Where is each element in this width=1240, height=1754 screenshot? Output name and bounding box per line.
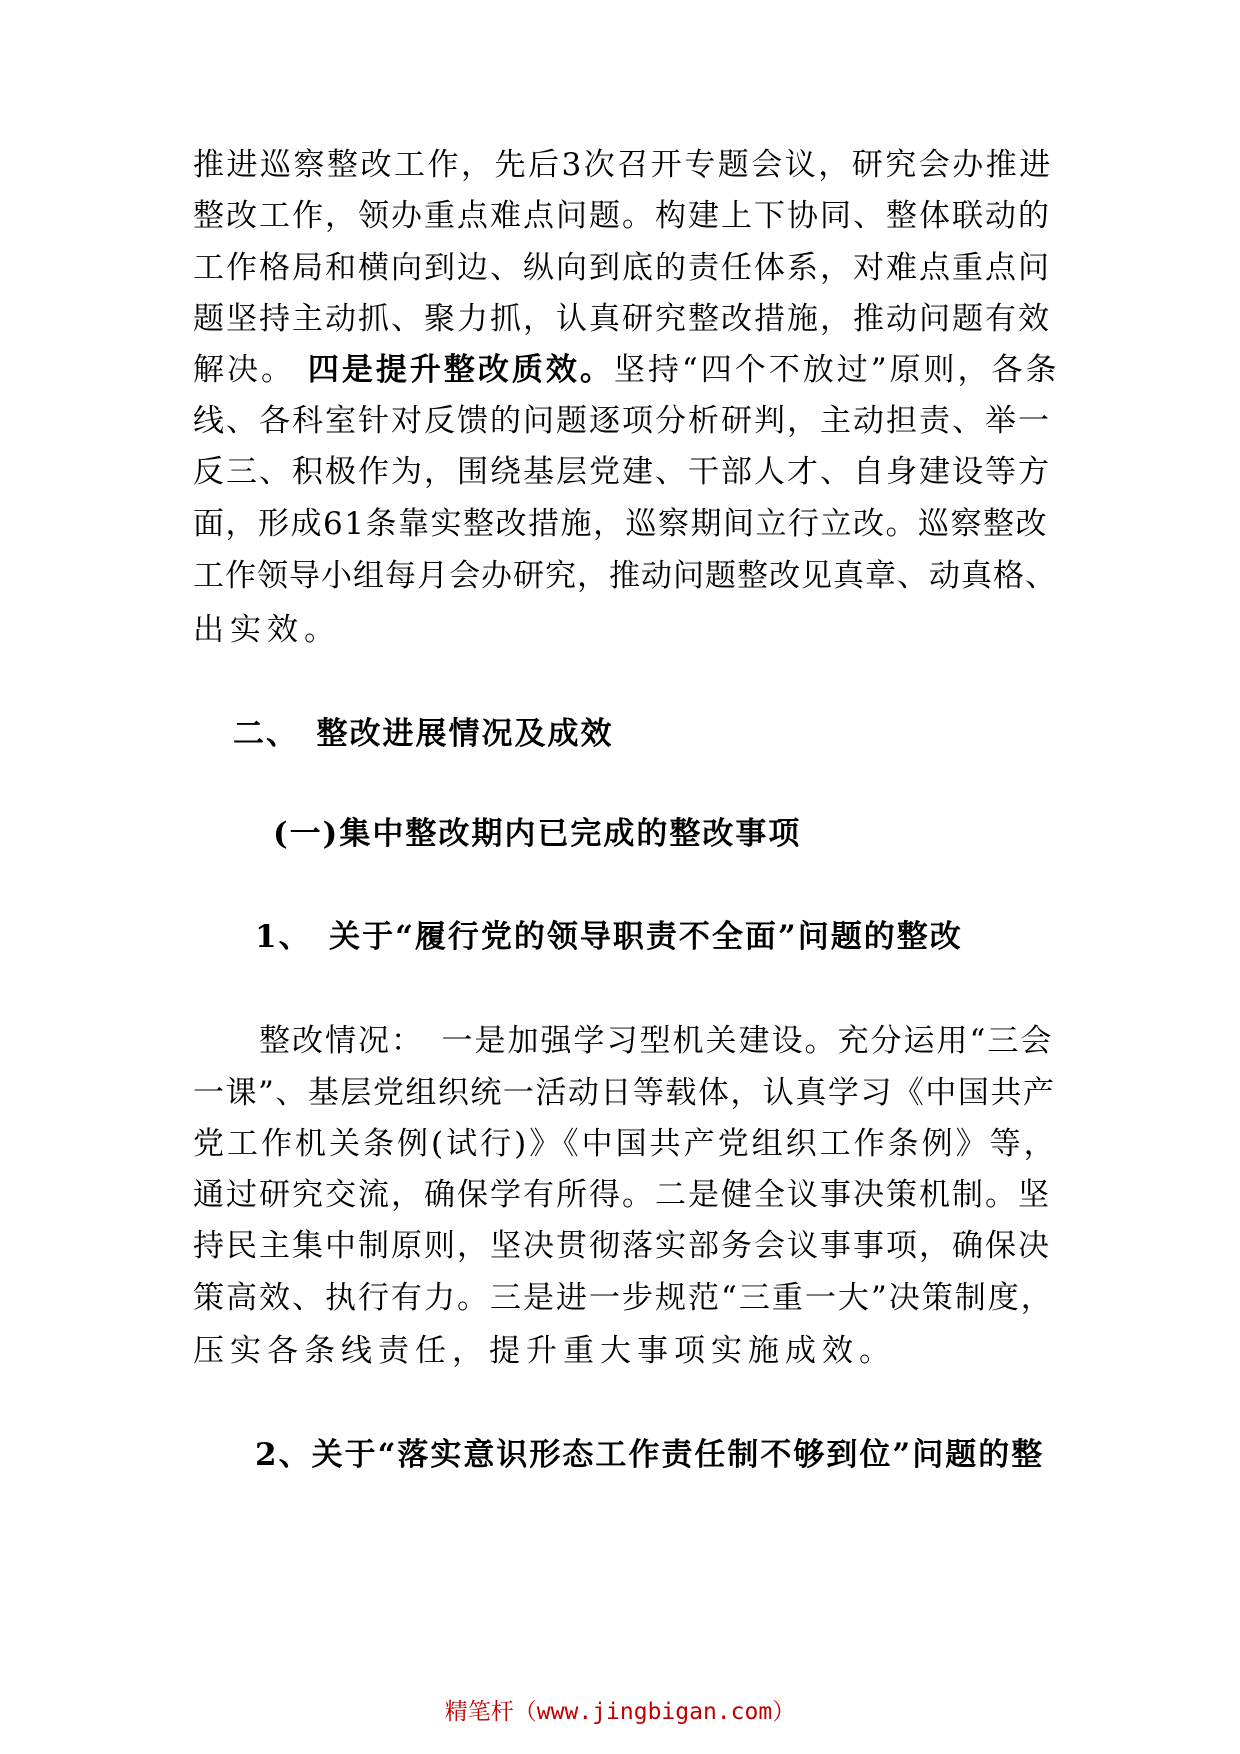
paragraph-line: 反三、积极作为，围绕基层党建、干部人才、自身建设等方 [193,454,1051,490]
paragraph-line: 推进巡察整改工作，先后3次召开专题会议，研究会办推进 [193,147,1053,183]
paragraph-line: 整改工作，领办重点难点问题。构建上下协同、整体联动的 [193,198,1051,234]
text-run: 坚持“四个不放过”原则，各条 [613,352,1060,388]
paragraph-line: 策高效、执行有力。三是进一步规范“三重一大”决策制度， [193,1280,1054,1316]
paragraph-line-mixed [193,350,1060,390]
section-heading: 二、 整改进展情况及成效 [233,716,614,752]
paragraph-line: 党工作机关条例(试行)》《中国共产党组织工作条例》等， [193,1126,1058,1162]
paragraph-line: 一课”、基层党组织统一活动日等载体，认真学习《中国共产 [193,1075,1056,1111]
paragraph-line: 工作格局和横向到边、纵向到底的责任体系，对难点重点问 [193,250,1051,286]
paragraph-line: 出实效。 [193,612,341,648]
paragraph-line: 题坚持主动抓、聚力抓，认真研究整改措施，推动问题有效 [193,301,1051,337]
paragraph-line: 面，形成61条靠实整改措施，巡察期间立行立改。巡察整改 [193,506,1048,542]
paragraph-line: 压实各条线责任，提升重大事项实施成效。 [193,1333,896,1369]
footer-watermark: 精笔杆（www.jingbigan.com） [444,1699,796,1725]
item-heading: 2、关于“落实意识形态工作责任制不够到位”问题的整 [255,1437,1045,1473]
subsection-heading: (一)集中整改期内已完成的整改事项 [273,816,802,852]
bold-run: 四是提升整改质效。 [307,352,614,388]
paragraph-line: 通过研究交流，确保学有所得。二是健全议事决策机制。坚 [193,1177,1051,1213]
text-run: 解决。 [193,352,308,388]
item-heading: 1、 关于“履行党的领导职责不全面”问题的整改 [255,919,963,955]
paragraph-line: 整改情况： 一是加强学习型机关建设。充分运用“三会 [193,1023,1054,1059]
paragraph-line: 持民主集中制原则，坚决贯彻落实部务会议事事项，确保决 [193,1228,1051,1264]
paragraph-line: 工作领导小组每月会办研究，推动问题整改见真章、动真格、 [193,558,1057,594]
paragraph-line: 线、各科室针对反馈的问题逐项分析研判，主动担责、举一 [193,403,1051,439]
